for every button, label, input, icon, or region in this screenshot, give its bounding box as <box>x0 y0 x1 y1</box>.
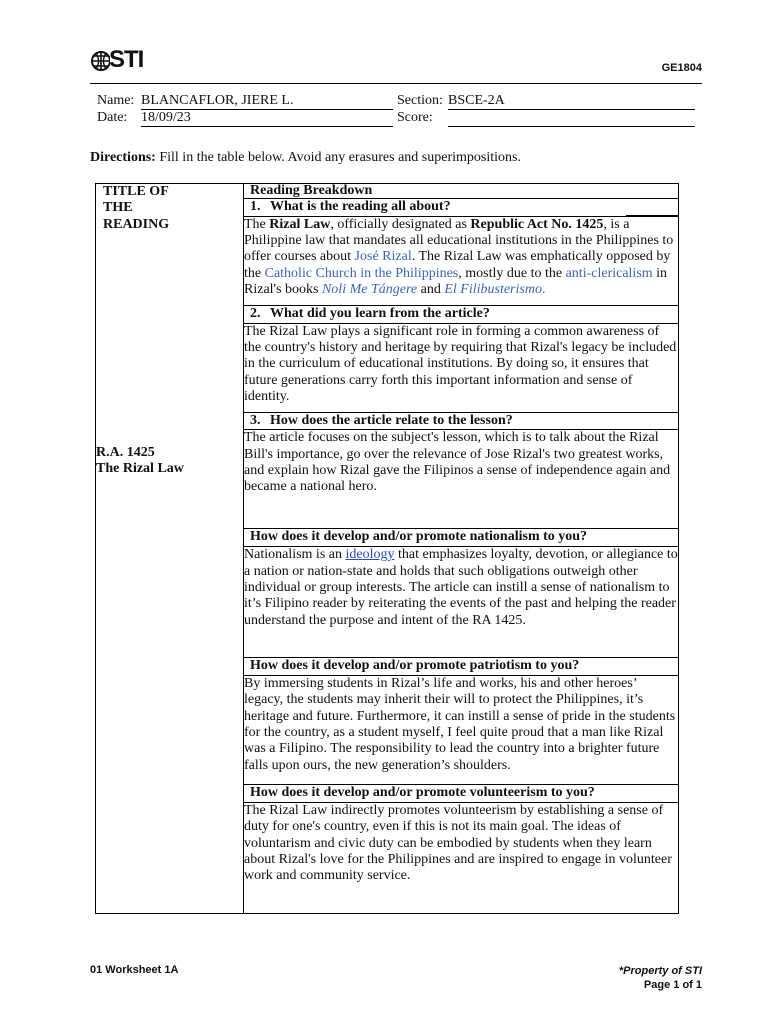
noli-me-tangere-link[interactable]: Noli Me Tángere <box>321 282 418 298</box>
question-label: What did you learn from the article? <box>270 305 490 321</box>
answer-5: By immersing students in Rizal’s life and works, his and other heroes’ legacy, the students may inherit their will to protect the Philippines, it’s heritage and future. Furthermore, it can instill a sense of pride in the students for the country, as a student myself, I feel quite proud that a man like Rizal was a Filipino. The responsibility to lead the country into a brighter future falls upon ours, the new generation’s shoulders. <box>244 676 679 785</box>
title-header-line: TITLE OF <box>103 184 169 199</box>
question-label: What is the reading all about? <box>270 199 451 214</box>
date-label: Date: <box>97 110 128 125</box>
answer-bold: Republic Act No. 1425 <box>470 216 604 232</box>
directions-label: Directions: <box>90 150 156 165</box>
answer-4 <box>244 547 679 658</box>
question-6 <box>244 785 679 803</box>
breakdown-header: Reading Breakdown <box>244 184 679 199</box>
score-field[interactable] <box>448 110 695 127</box>
document-code: GE1804 <box>661 62 702 74</box>
answer-6: The Rizal Law indirectly promotes volunteerism by establishing a sense of duty for one's country, even if this is not its main goal. The ideas of voluntarism and civic duty can be embodied by students when they learn about Rizal's love for the Philippines and are inspired to engage in volunteer work and community service. <box>244 803 679 914</box>
header-divider <box>90 83 702 84</box>
logo-text: STI <box>109 46 144 73</box>
answer-text: . <box>541 282 546 298</box>
footer-property: *Property of STI <box>618 965 702 977</box>
question-6-heading: How does it develop and/or promote volunteerism to you? <box>250 785 595 801</box>
sti-logo <box>90 46 150 76</box>
answer-1 <box>244 216 679 305</box>
date-field[interactable]: 18/09/23 <box>141 110 393 127</box>
question-2-heading <box>244 306 678 322</box>
worksheet-table <box>95 183 679 914</box>
answer-text: , mostly due to the <box>458 265 566 281</box>
footer-right <box>619 964 702 992</box>
question-1 <box>244 199 679 217</box>
question-4-heading: How does it develop and/or promote nationalism to you? <box>250 529 588 545</box>
student-fields <box>97 93 697 133</box>
anti-clericalism-link[interactable]: anti-clericalism <box>565 265 653 281</box>
title-column <box>96 184 244 914</box>
reading-title-line-2: The Rizal Law <box>96 461 184 477</box>
question-3-heading <box>244 413 678 429</box>
title-header-line: THE <box>103 200 133 216</box>
answer-text: , is a Philippine law that mandates all educational institutions in the Philippines to offer courses about <box>244 216 674 265</box>
el-filibusterismo-link[interactable]: El Filibusterismo <box>444 282 542 298</box>
underline-mark <box>626 215 678 216</box>
answer-text: The <box>244 216 270 232</box>
question-5-heading: How does it develop and/or promote patriotism to you? <box>250 658 580 674</box>
question-label: How does the article relate to the lesson? <box>270 412 513 428</box>
globe-icon <box>90 48 110 74</box>
answer-text: in Rizal's books <box>244 265 668 298</box>
score-label: Score: <box>397 110 433 125</box>
footer-worksheet-label: 01 Worksheet 1A <box>90 964 179 976</box>
question-3 <box>244 412 679 430</box>
reading-title <box>96 445 184 478</box>
question-number: 3. <box>250 412 261 428</box>
answer-text: , officially designated as <box>330 216 471 232</box>
name-field[interactable]: BLANCAFLOR, JIERE L. <box>141 93 393 110</box>
question-5 <box>244 658 679 676</box>
jose-rizal-link[interactable]: José Rizal <box>354 249 412 265</box>
reading-title-line-1: R.A. 1425 <box>96 445 155 460</box>
answer-bold: Rizal Law <box>269 216 331 232</box>
answer-2: The Rizal Law plays a significant role in forming a common awareness of the country's history and heritage by requiring that Rizal's legacy be included in the curriculum of educational institutions. By doing so, it ensures that future generations carry forth this important information and sense of identity. <box>244 323 679 412</box>
directions-text: Fill in the table below. Avoid any erasures and superimpositions. <box>155 150 521 165</box>
section-field[interactable]: BSCE-2A <box>448 93 695 110</box>
ideology-link[interactable]: ideology <box>345 547 395 563</box>
answer-3: The article focuses on the subject's lesson, which is to talk about the Rizal Bill's importance, go over the relevance of Jose Rizal's two greatest works, and explain how Rizal gave the Filipinos a sense of independence again and became a national hero. <box>244 430 679 529</box>
title-header-line: READING <box>103 216 170 232</box>
question-number: 2. <box>250 305 261 321</box>
answer-text: and <box>417 282 445 298</box>
catholic-church-link[interactable]: Catholic Church in the Philippines <box>264 265 459 281</box>
title-column-header <box>96 184 243 233</box>
question-2 <box>244 305 679 323</box>
section-label: Section: <box>397 93 443 108</box>
question-number: 1. <box>250 199 261 214</box>
answer-text: Nationalism is an <box>244 547 346 563</box>
answer-text: that emphasizes loyalty, devotion, or allegiance to a nation or nation-state and holds that such obligations outweigh other individual or group interests. The article can instill a sense of nationalism to it’s Filipino reader by reiterating the events of the past and helping the reader understand the purpose and intent of the RA 1425. <box>244 547 678 628</box>
name-label: Name: <box>97 93 135 108</box>
answer-text: . The Rizal Law was emphatically opposed by the <box>244 249 671 281</box>
question-4 <box>244 529 679 547</box>
directions <box>90 150 521 166</box>
footer-page-number: Page 1 of 1 <box>643 979 702 991</box>
question-1-heading <box>244 199 678 215</box>
